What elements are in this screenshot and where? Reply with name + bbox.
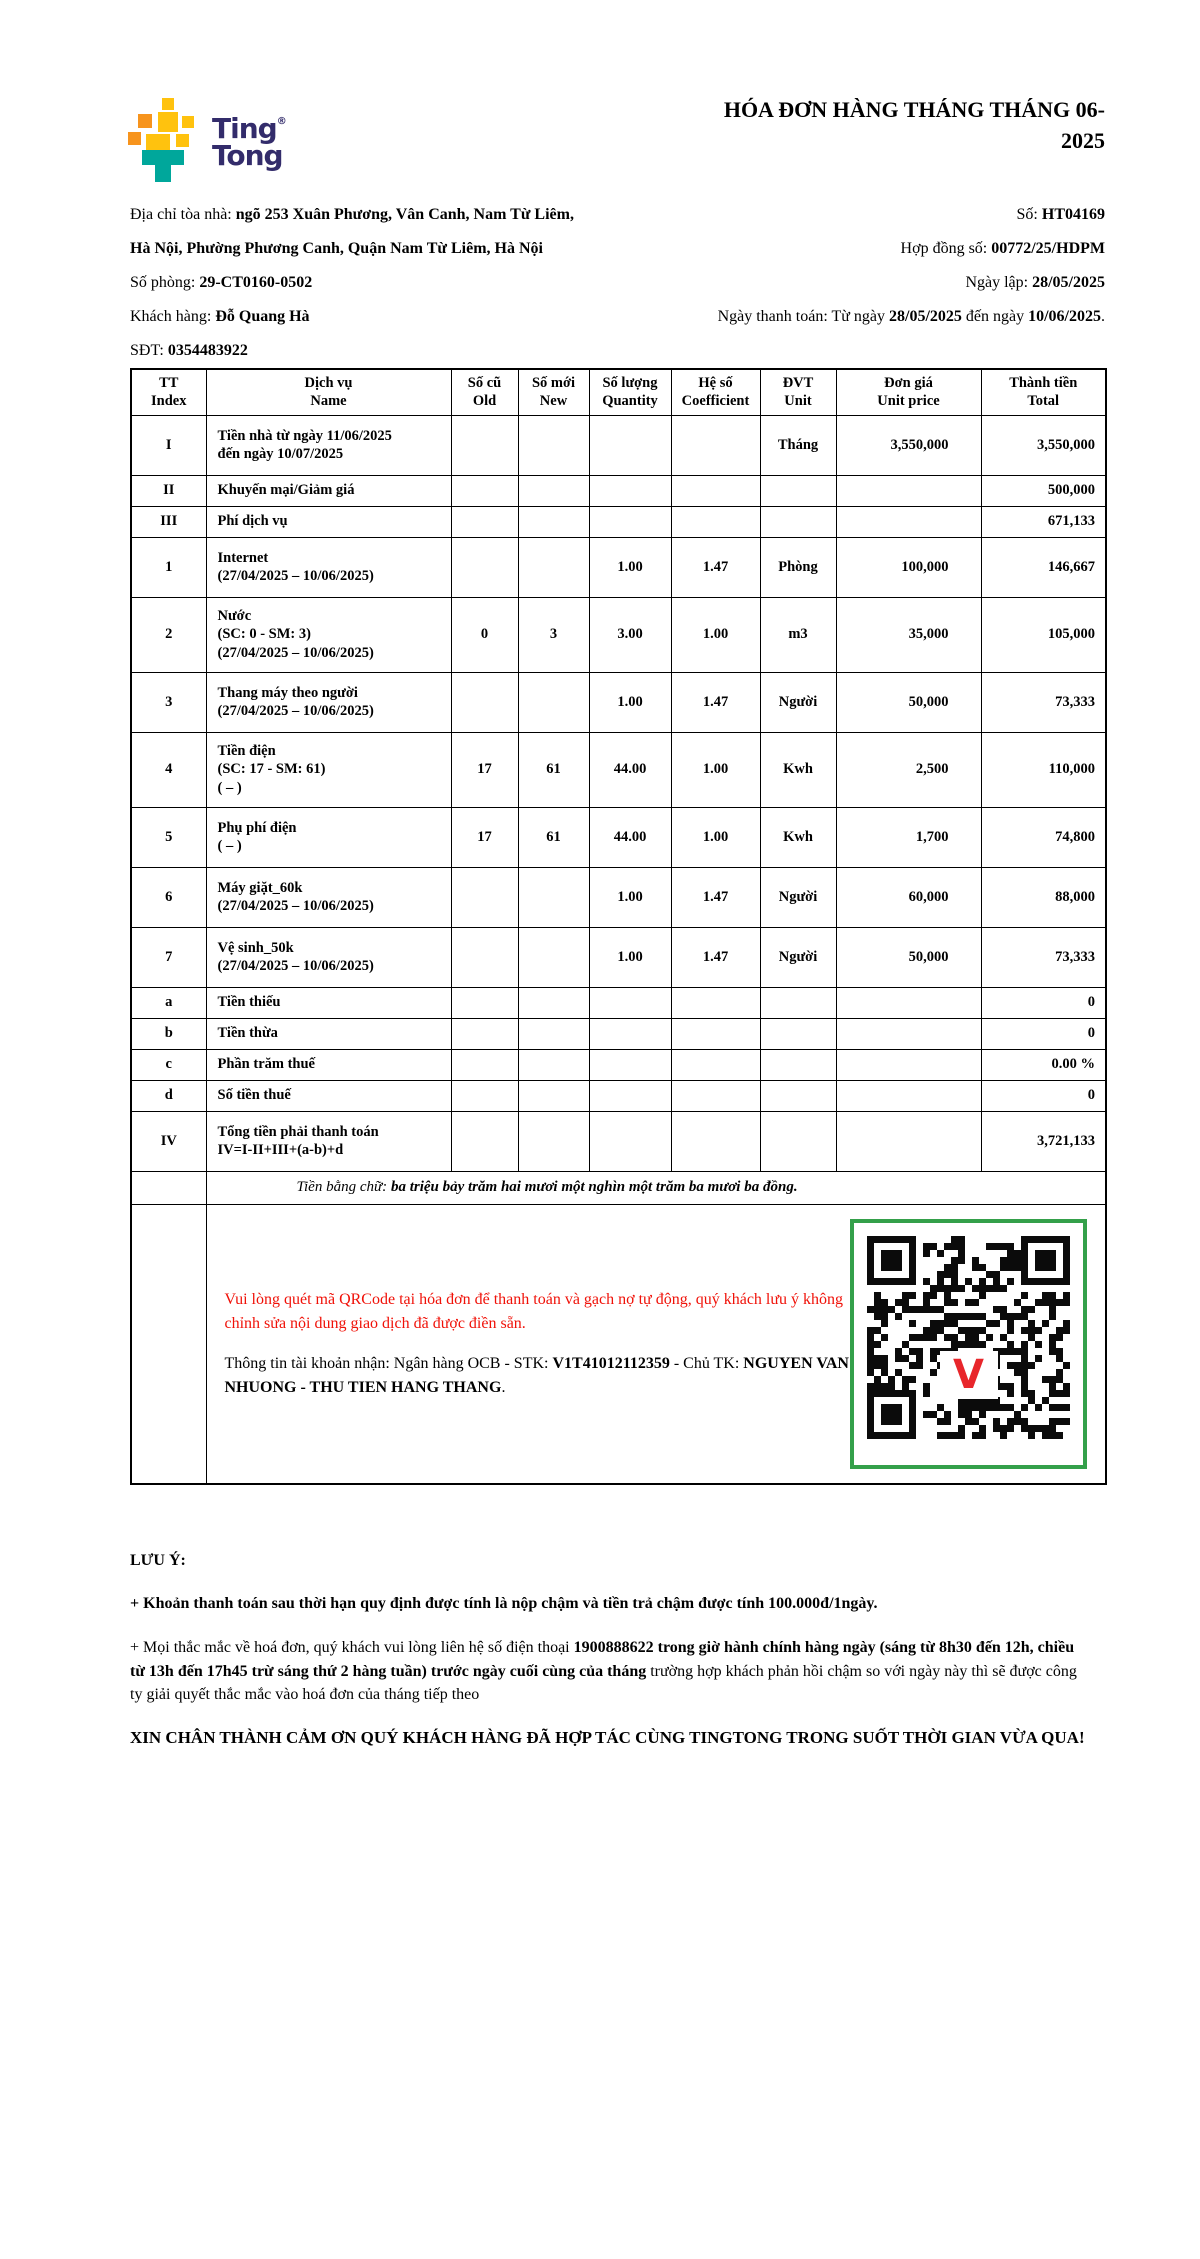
cell-tt: 6 xyxy=(131,867,206,927)
cell-tt: 2 xyxy=(131,597,206,672)
column-header: Hệ số Coefficient xyxy=(671,369,760,415)
cell-coef xyxy=(671,415,760,475)
cell-unit: Kwh xyxy=(760,807,836,867)
invoice-info-left xyxy=(130,198,574,368)
cell-name: Tiền thừa xyxy=(206,1018,451,1049)
cell-new xyxy=(518,672,589,732)
cell-total: 0 xyxy=(981,1080,1106,1111)
qr-payment-cell xyxy=(206,1204,1106,1484)
cell-new xyxy=(518,506,589,537)
cell-tt: IV xyxy=(131,1111,206,1171)
empty-cell xyxy=(131,1171,206,1204)
cell-total: 671,133 xyxy=(981,506,1106,537)
info-line: SĐT: 0354483922 xyxy=(130,342,248,359)
table-row xyxy=(131,415,1106,475)
cell-price xyxy=(836,506,981,537)
cell-name: Tiền nhà từ ngày 11/06/2025 đến ngày 10/07/2025 xyxy=(206,415,451,475)
info-line: Ngày thanh toán: Từ ngày 28/05/2025 đến ngày 10/06/2025. xyxy=(717,308,1105,325)
cell-total: 0.00 % xyxy=(981,1049,1106,1080)
column-header: Số cũ Old xyxy=(451,369,518,415)
cell-old xyxy=(451,1049,518,1080)
table-row xyxy=(131,1018,1106,1049)
cell-coef xyxy=(671,475,760,506)
empty-cell xyxy=(131,1204,206,1484)
table-row xyxy=(131,1111,1106,1171)
amount-in-words-value: ba triệu bảy trăm hai mươi một nghìn một trăm ba mươi ba đồng. xyxy=(390,1179,798,1195)
cell-total: 88,000 xyxy=(981,867,1106,927)
cell-qty: 1.00 xyxy=(589,867,671,927)
cell-name: Tổng tiền phải thanh toán IV=I-II+III+(a-b)+d xyxy=(206,1111,451,1171)
cell-old: 17 xyxy=(451,732,518,807)
cell-price: 60,000 xyxy=(836,867,981,927)
cell-total: 0 xyxy=(981,987,1106,1018)
cell-coef: 1.47 xyxy=(671,672,760,732)
table-row xyxy=(131,927,1106,987)
cell-total: 500,000 xyxy=(981,475,1106,506)
invoice-table xyxy=(130,368,1107,1485)
cell-old xyxy=(451,475,518,506)
table-row xyxy=(131,867,1106,927)
cell-old xyxy=(451,867,518,927)
amount-in-words-label: Tiền bằng chữ: xyxy=(296,1179,391,1195)
cell-qty: 1.00 xyxy=(589,537,671,597)
cell-tt: III xyxy=(131,506,206,537)
qr-row xyxy=(131,1204,1106,1484)
cell-old xyxy=(451,506,518,537)
cell-price: 2,500 xyxy=(836,732,981,807)
cell-qty xyxy=(589,506,671,537)
cell-coef: 1.00 xyxy=(671,807,760,867)
tingtong-logo-icon xyxy=(128,98,202,186)
cell-old xyxy=(451,1111,518,1171)
cell-name: Phần trăm thuế xyxy=(206,1049,451,1080)
cell-name: Nước (SC: 0 - SM: 3) (27/04/2025 – 10/06/2025) xyxy=(206,597,451,672)
cell-total: 3,550,000 xyxy=(981,415,1106,475)
column-header: Số mới New xyxy=(518,369,589,415)
cell-qty: 1.00 xyxy=(589,927,671,987)
cell-total: 105,000 xyxy=(981,597,1106,672)
cell-total: 146,667 xyxy=(981,537,1106,597)
cell-name: Số tiền thuế xyxy=(206,1080,451,1111)
cell-unit xyxy=(760,1080,836,1111)
invoice-table-head xyxy=(131,369,1106,415)
info-line: Số phòng: 29-CT0160-0502 xyxy=(130,274,313,291)
cell-qty: 1.00 xyxy=(589,672,671,732)
closing-thanks: XIN CHÂN THÀNH CẢM ƠN QUÝ KHÁCH HÀNG ĐÃ HỢP TÁC CÙNG TINGTONG TRONG SUỐT THỜI GIAN VỪA QUA! xyxy=(130,1727,1085,1747)
cell-unit xyxy=(760,987,836,1018)
cell-new xyxy=(518,1049,589,1080)
cell-price xyxy=(836,1080,981,1111)
cell-price: 35,000 xyxy=(836,597,981,672)
invoice-info xyxy=(130,198,1105,370)
cell-unit: Người xyxy=(760,867,836,927)
column-header: Số lượng Quantity xyxy=(589,369,671,415)
invoice-title: HÓA ĐƠN HÀNG THÁNG THÁNG 06- 2025 xyxy=(723,97,1105,153)
column-header: Dịch vụ Name xyxy=(206,369,451,415)
cell-old xyxy=(451,1018,518,1049)
cell-qty: 44.00 xyxy=(589,732,671,807)
info-line: Ngày lập: 28/05/2025 xyxy=(965,274,1105,291)
cell-unit: m3 xyxy=(760,597,836,672)
footer-notes xyxy=(130,1552,1093,1750)
cell-name: Phụ phí điện ( – ) xyxy=(206,807,451,867)
cell-name: Phí dịch vụ xyxy=(206,506,451,537)
tingtong-logo-text: Ting® Tong xyxy=(212,112,287,172)
cell-coef: 1.47 xyxy=(671,867,760,927)
cell-unit xyxy=(760,1018,836,1049)
cell-total: 74,800 xyxy=(981,807,1106,867)
cell-name: Khuyến mại/Giảm giá xyxy=(206,475,451,506)
cell-new xyxy=(518,415,589,475)
cell-tt: 3 xyxy=(131,672,206,732)
cell-tt: d xyxy=(131,1080,206,1111)
cell-name: Internet (27/04/2025 – 10/06/2025) xyxy=(206,537,451,597)
cell-coef xyxy=(671,506,760,537)
cell-new xyxy=(518,1080,589,1111)
cell-qty: 44.00 xyxy=(589,807,671,867)
cell-total: 3,721,133 xyxy=(981,1111,1106,1171)
cell-qty xyxy=(589,475,671,506)
cell-tt: c xyxy=(131,1049,206,1080)
qr-note-red: Vui lòng quét mã QRCode tại hóa đơn để thanh toán và gạch nợ tự động, quý khách lưu ý không chỉnh sửa nội dung giao dịch đã được điền sẵn. xyxy=(224,1290,844,1332)
cell-total: 73,333 xyxy=(981,927,1106,987)
cell-qty xyxy=(589,1111,671,1171)
cell-new: 3 xyxy=(518,597,589,672)
cell-new xyxy=(518,927,589,987)
cell-price: 100,000 xyxy=(836,537,981,597)
cell-total: 110,000 xyxy=(981,732,1106,807)
info-line: Khách hàng: Đỗ Quang Hà xyxy=(130,308,310,325)
cell-coef: 1.47 xyxy=(671,927,760,987)
invoice-info-right xyxy=(718,198,1105,334)
cell-old xyxy=(451,927,518,987)
note-contact-hotline: + Mọi thắc mắc về hoá đơn, quý khách vui lòng liên hệ số điện thoại 1900888622 trong giờ hành chính hàng ngày (sáng từ 8h30 đến 12h, chiều từ 13h đến 17h45 trừ sáng thứ 2 hàng tuần) trước ngày cuối cùng của tháng trường hợp khách phản hồi chậm so với ngày này thì sẽ được công ty giải quyết thắc mắc vào hoá đơn của tháng tiếp theo xyxy=(130,1639,1077,1703)
table-row xyxy=(131,987,1106,1018)
cell-unit: Người xyxy=(760,672,836,732)
cell-tt: 4 xyxy=(131,732,206,807)
table-row xyxy=(131,597,1106,672)
table-row xyxy=(131,1080,1106,1111)
cell-qty xyxy=(589,1080,671,1111)
cell-name: Tiền điện (SC: 17 - SM: 61) ( – ) xyxy=(206,732,451,807)
qr-instructions xyxy=(225,1288,851,1400)
cell-old xyxy=(451,672,518,732)
column-header: TT Index xyxy=(131,369,206,415)
cell-new xyxy=(518,537,589,597)
info-line: Số: HT04169 xyxy=(1016,206,1105,223)
cell-new xyxy=(518,475,589,506)
column-header: Thành tiền Total xyxy=(981,369,1106,415)
qr-code xyxy=(867,1236,1070,1439)
cell-price xyxy=(836,987,981,1018)
cell-tt: I xyxy=(131,415,206,475)
cell-coef: 1.00 xyxy=(671,732,760,807)
info-line: Hà Nội, Phường Phương Canh, Quận Nam Từ Liêm, Hà Nội xyxy=(130,240,543,257)
cell-name: Tiền thiếu xyxy=(206,987,451,1018)
cell-new: 61 xyxy=(518,732,589,807)
column-header: ĐVT Unit xyxy=(760,369,836,415)
cell-price xyxy=(836,475,981,506)
cell-total: 73,333 xyxy=(981,672,1106,732)
cell-coef xyxy=(671,1049,760,1080)
cell-old xyxy=(451,987,518,1018)
table-row xyxy=(131,506,1106,537)
cell-old: 17 xyxy=(451,807,518,867)
amount-in-words-cell xyxy=(206,1171,1106,1204)
cell-unit: Người xyxy=(760,927,836,987)
tingtong-logo xyxy=(128,98,348,188)
cell-unit: Phòng xyxy=(760,537,836,597)
cell-tt: 1 xyxy=(131,537,206,597)
cell-coef: 1.47 xyxy=(671,537,760,597)
cell-qty xyxy=(589,415,671,475)
table-row xyxy=(131,807,1106,867)
table-row xyxy=(131,672,1106,732)
cell-coef xyxy=(671,1111,760,1171)
notes-heading: LƯU Ý: xyxy=(130,1552,186,1569)
note-late-payment: + Khoản thanh toán sau thời hạn quy định được tính là nộp chậm và tiền trả chậm được tính 100.000đ/1ngày. xyxy=(130,1595,878,1612)
cell-coef xyxy=(671,987,760,1018)
cell-coef: 1.00 xyxy=(671,597,760,672)
cell-qty: 3.00 xyxy=(589,597,671,672)
cell-price: 1,700 xyxy=(836,807,981,867)
cell-price: 50,000 xyxy=(836,927,981,987)
cell-new: 61 xyxy=(518,807,589,867)
cell-price: 3,550,000 xyxy=(836,415,981,475)
qr-code-frame xyxy=(850,1219,1087,1469)
cell-new xyxy=(518,1111,589,1171)
cell-unit xyxy=(760,1111,836,1171)
cell-tt: b xyxy=(131,1018,206,1049)
table-row xyxy=(131,732,1106,807)
cell-old xyxy=(451,1080,518,1111)
cell-new xyxy=(518,867,589,927)
table-row xyxy=(131,537,1106,597)
cell-price xyxy=(836,1111,981,1171)
cell-tt: 7 xyxy=(131,927,206,987)
cell-unit xyxy=(760,1049,836,1080)
cell-name: Vệ sinh_50k (27/04/2025 – 10/06/2025) xyxy=(206,927,451,987)
table-row xyxy=(131,475,1106,506)
cell-tt: II xyxy=(131,475,206,506)
cell-old: 0 xyxy=(451,597,518,672)
amount-in-words-row xyxy=(131,1171,1106,1204)
cell-name: Thang máy theo người (27/04/2025 – 10/06/2025) xyxy=(206,672,451,732)
cell-price xyxy=(836,1049,981,1080)
cell-new xyxy=(518,1018,589,1049)
info-line: Địa chỉ tòa nhà: ngõ 253 Xuân Phương, Vân Canh, Nam Từ Liêm, xyxy=(130,206,574,223)
cell-coef xyxy=(671,1080,760,1111)
cell-unit: Tháng xyxy=(760,415,836,475)
table-row xyxy=(131,1049,1106,1080)
cell-tt: 5 xyxy=(131,807,206,867)
cell-name: Máy giặt_60k (27/04/2025 – 10/06/2025) xyxy=(206,867,451,927)
bank-account-info: Thông tin tài khoản nhận: Ngân hàng OCB - STK: V1T41012112359 - Chủ TK: NGUYEN VAN NHUONG - THU TIEN HANG THANG. xyxy=(224,1354,849,1396)
cell-qty xyxy=(589,987,671,1018)
cell-unit xyxy=(760,506,836,537)
cell-coef xyxy=(671,1018,760,1049)
invoice-table-body xyxy=(131,415,1106,1171)
column-header: Đơn giá Unit price xyxy=(836,369,981,415)
cell-unit: Kwh xyxy=(760,732,836,807)
cell-price: 50,000 xyxy=(836,672,981,732)
qr-v-logo-icon: V xyxy=(940,1351,998,1399)
cell-new xyxy=(518,987,589,1018)
cell-price xyxy=(836,1018,981,1049)
cell-old xyxy=(451,415,518,475)
cell-qty xyxy=(589,1018,671,1049)
cell-tt: a xyxy=(131,987,206,1018)
cell-qty xyxy=(589,1049,671,1080)
cell-old xyxy=(451,537,518,597)
cell-total: 0 xyxy=(981,1018,1106,1049)
info-line: Hợp đồng số: 00772/25/HDPM xyxy=(900,240,1105,257)
cell-unit xyxy=(760,475,836,506)
